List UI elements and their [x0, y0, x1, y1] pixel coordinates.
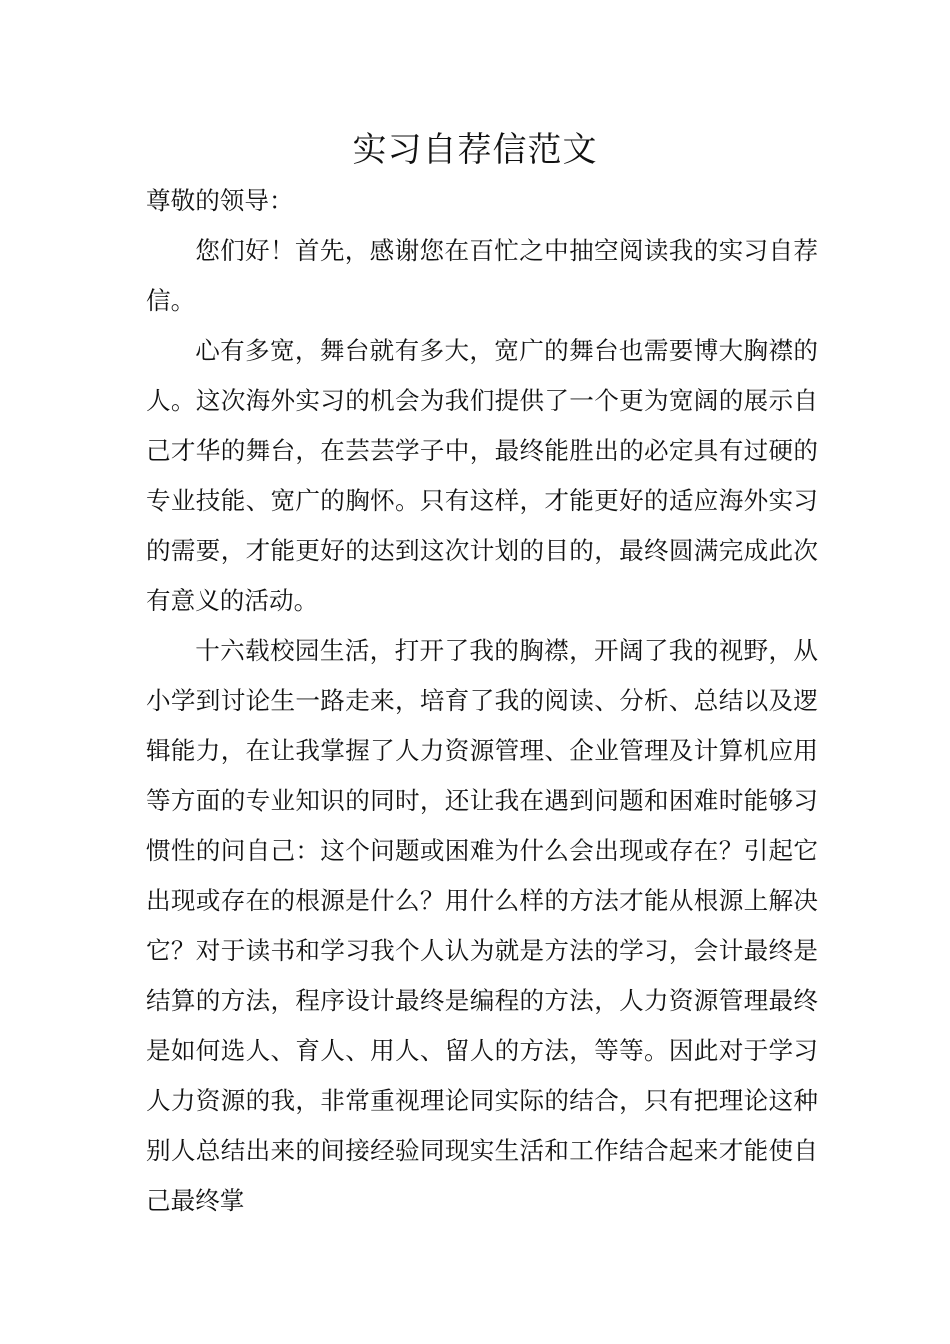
paragraph-greeting: 您们好！首先，感谢您在百忙之中抽空阅读我的实习自荐信。	[146, 236, 818, 315]
paragraph-opportunity: 心有多宽，舞台就有多大，宽广的舞台也需要博大胸襟的人。这次海外实习的机会为我们提供了一个更为宽阔的展示自己才华的舞台，在芸芸学子中，最终能胜出的必定具有过硬的专业技能、宽广的胸怀。只有这样，才能更好的适应海外实习的需要，才能更好的达到这次计划的目的，最终圆满完成此次有意义的活动。	[146, 336, 818, 615]
letter-body	[146, 176, 818, 1226]
salutation: 尊敬的领导：	[146, 186, 294, 215]
paragraph-education: 十六载校园生活，打开了我的胸襟，开阔了我的视野，从小学到讨论生一路走来，培育了我的阅读、分析、总结以及逻辑能力，在让我掌握了人力资源管理、企业管理及计算机应用等方面的专业知识的同时，还让我在遇到问题和困难时能够习惯性的问自己：这个问题或困难为什么会出现或存在？引起它出现或存在的根源是什么？用什么样的方法才能从根源上解决它？对于读书和学习我个人认为就是方法的学习，会计最终是结算的方法，程序设计最终是编程的方法，人力资源管理最终是如何选人、育人、用人、留人的方法，等等。因此对于学习人力资源的我，非常重视理论同实际的结合，只有把理论这种别人总结出来的间接经验同现实生活和工作结合起来才能使自己最终掌	[146, 636, 818, 1215]
document-title: 实习自荐信范文	[352, 130, 598, 170]
